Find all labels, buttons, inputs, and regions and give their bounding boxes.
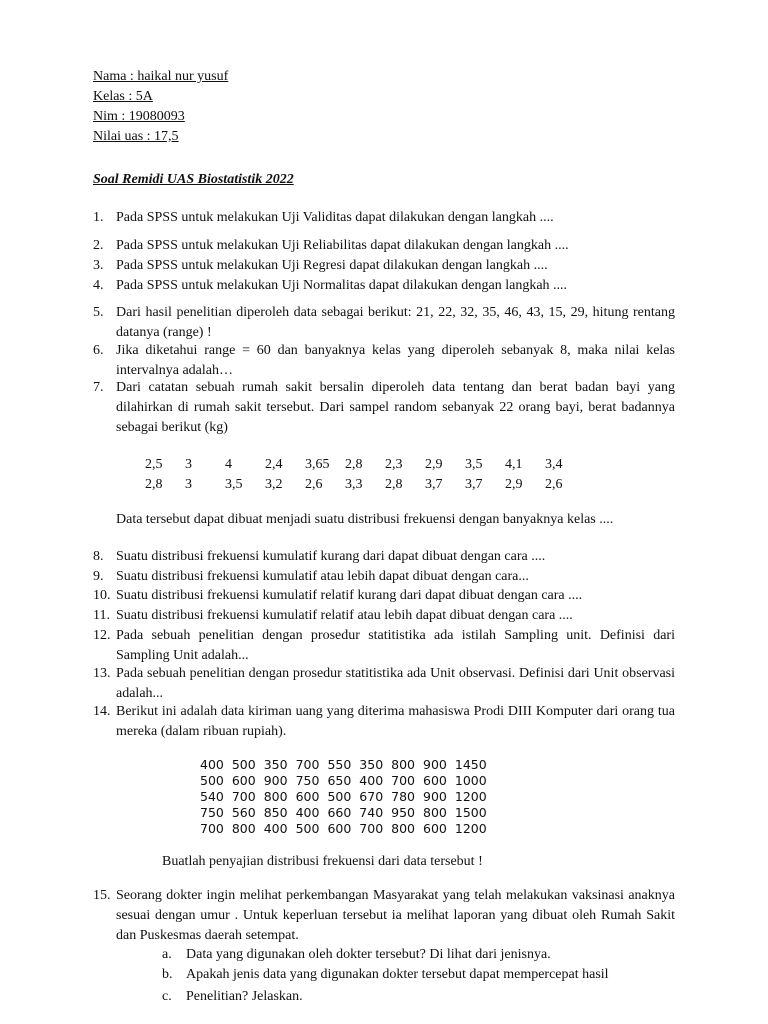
- table-cell: 900: [263, 773, 288, 788]
- table-cell: 550: [327, 757, 352, 772]
- question-text: Berikut ini adalah data kiriman uang yang diterima mahasiswa Prodi DIII Komputer dari orang tua mereka (dalam ribuan rupiah).: [116, 704, 675, 739]
- question-number: 4.: [93, 278, 104, 293]
- student-score: Nilai uas : 17,5: [93, 129, 179, 144]
- question-4: [93, 276, 675, 296]
- table-cell: 750: [295, 773, 320, 788]
- table-cell: 560: [231, 805, 256, 820]
- table-cell: 600: [327, 821, 352, 836]
- student-nim: Nim : 19080093: [93, 109, 185, 124]
- sub-letter: a.: [162, 947, 172, 962]
- question-7: [93, 378, 675, 438]
- table-cell: 2,9: [425, 457, 443, 472]
- table-row: [200, 805, 495, 821]
- question-8: [93, 547, 675, 567]
- table-cell: 400: [200, 757, 224, 772]
- question-text: Dari hasil penelitian diperoleh data sebagai berikut: 21, 22, 32, 35, 46, 43, 15, 29, hitung rentang datanya (range) !: [116, 305, 675, 340]
- table-cell: 900: [423, 757, 447, 772]
- student-name: Nama : haikal nur yusuf: [93, 69, 229, 84]
- question-14-instruction: Buatlah penyajian distribusi frekuensi dari data tersebut !: [162, 854, 483, 869]
- question-1: [93, 208, 675, 228]
- table-cell: 500: [200, 773, 224, 788]
- table-cell: 800: [423, 805, 447, 820]
- table-cell: 3,3: [345, 477, 363, 492]
- student-info: [93, 67, 228, 147]
- question-text: Pada SPSS untuk melakukan Uji Validitas dapat dilakukan dengan langkah ....: [116, 210, 554, 225]
- table-cell: 900: [423, 789, 447, 804]
- table-cell: 3: [185, 457, 192, 472]
- question-14: [93, 702, 675, 742]
- question-15-sub-b: [162, 965, 682, 985]
- table-cell: 2,8: [345, 457, 363, 472]
- question-text: Pada sebuah penelitian dengan prosedur statitistika ada istilah Sampling unit. Definisi dari Sampling Unit adalah...: [116, 628, 675, 663]
- question-number: 14.: [93, 704, 111, 719]
- table-cell: 800: [391, 821, 416, 836]
- table-cell: 800: [231, 821, 256, 836]
- table-cell: 350: [359, 757, 384, 772]
- table-cell: 350: [263, 757, 288, 772]
- question-text: Suatu distribusi frekuensi kumulatif relatif atau lebih dapat dibuat dengan cara ....: [116, 608, 573, 623]
- table-cell: 2,8: [385, 477, 403, 492]
- question-text: Dari catatan sebuah rumah sakit bersalin diperoleh data tentang dan berat badan bayi yang dilahirkan di rumah sakit tersebut. Dari sampel random sebanyak 22 orang bayi, berat badannya sebagai berikut (kg): [116, 380, 675, 435]
- question-number: 15.: [93, 888, 111, 903]
- table-cell: 950: [391, 805, 416, 820]
- table-cell: 750: [200, 805, 224, 820]
- sub-text: Apakah jenis data yang digunakan dokter tersebut dapat mempercepat hasil: [186, 967, 609, 982]
- table-cell: 3,2: [265, 477, 283, 492]
- sub-text: Data yang digunakan oleh dokter tersebut? Di lihat dari jenisnya.: [186, 947, 551, 962]
- question-10: [93, 586, 675, 606]
- baby-weight-table: [145, 455, 585, 495]
- sub-letter: c.: [162, 989, 172, 1004]
- table-cell: 4,1: [505, 457, 523, 472]
- table-cell: 2,4: [265, 457, 283, 472]
- question-15-sub-a: [162, 945, 682, 965]
- question-text: Pada SPSS untuk melakukan Uji Reliabilitas dapat dilakukan dengan langkah ....: [116, 238, 569, 253]
- question-13: [93, 664, 675, 704]
- table-cell: 2,3: [385, 457, 403, 472]
- table-cell: 700: [200, 821, 224, 836]
- table-cell: 850: [263, 805, 288, 820]
- table-cell: 2,5: [145, 457, 163, 472]
- table-cell: 1200: [454, 821, 487, 836]
- table-cell: 3,65: [305, 457, 330, 472]
- table-cell: 3,7: [465, 477, 483, 492]
- table-cell: 1000: [454, 773, 487, 788]
- table-cell: 500: [231, 757, 256, 772]
- table-cell: 3,7: [425, 477, 443, 492]
- sub-text: Penelitian? Jelaskan.: [186, 989, 303, 1004]
- table-cell: 600: [295, 789, 320, 804]
- question-text: Seorang dokter ingin melihat perkembangan Masyarakat yang telah melakukan vaksinasi anaknya sesuai dengan umur . Untuk keperluan tersebut ia melihat laporan yang dibuat oleh Rumah Sakit dan Puskesmas daerah setempat.: [116, 888, 675, 943]
- question-text: Pada SPSS untuk melakukan Uji Regresi dapat dilakukan dengan langkah ....: [116, 258, 548, 273]
- table-row: [145, 455, 585, 475]
- table-row: [200, 821, 495, 837]
- table-cell: 1450: [454, 757, 487, 772]
- question-15-sub-c: [162, 987, 682, 1007]
- table-row: [145, 475, 585, 495]
- table-cell: 780: [391, 789, 416, 804]
- question-text: Jika diketahui range = 60 dan banyaknya kelas yang diperoleh sebanyak 8, maka nilai kelas intervalnya adalah…: [116, 343, 675, 378]
- question-number: 3.: [93, 258, 104, 273]
- question-5: [93, 303, 675, 343]
- table-cell: 700: [391, 773, 416, 788]
- question-15: [93, 886, 675, 946]
- table-cell: 2,6: [545, 477, 563, 492]
- table-row: [200, 773, 495, 789]
- question-number: 1.: [93, 210, 104, 225]
- table-cell: 540: [200, 789, 224, 804]
- question-number: 2.: [93, 238, 104, 253]
- question-11: [93, 606, 675, 626]
- question-6: [93, 341, 675, 381]
- table-cell: 400: [359, 773, 384, 788]
- question-7-followup: Data tersebut dapat dibuat menjadi suatu distribusi frekuensi dengan banyaknya kelas ....: [116, 512, 614, 527]
- table-cell: 700: [359, 821, 384, 836]
- table-cell: 700: [295, 757, 320, 772]
- table-cell: 3,4: [545, 457, 563, 472]
- table-cell: 800: [391, 757, 416, 772]
- question-number: 7.: [93, 380, 104, 395]
- table-cell: 2,8: [145, 477, 163, 492]
- table-cell: 500: [295, 821, 320, 836]
- question-number: 6.: [93, 343, 104, 358]
- table-cell: 2,6: [305, 477, 323, 492]
- table-cell: 800: [263, 789, 288, 804]
- question-text: Suatu distribusi frekuensi kumulatif atau lebih dapat dibuat dengan cara...: [116, 569, 529, 584]
- question-12: [93, 626, 675, 666]
- table-cell: 600: [423, 773, 447, 788]
- table-cell: 3,5: [465, 457, 483, 472]
- document-title: Soal Remidi UAS Biostatistik 2022: [93, 172, 294, 187]
- table-cell: 650: [327, 773, 352, 788]
- sub-letter: b.: [162, 967, 173, 982]
- table-cell: 700: [231, 789, 256, 804]
- table-cell: 600: [423, 821, 447, 836]
- table-cell: 3,5: [225, 477, 243, 492]
- question-text: Suatu distribusi frekuensi kumulatif relatif kurang dari dapat dibuat dengan cara ....: [116, 588, 583, 603]
- question-text: Pada sebuah penelitian dengan prosedur statitistika ada Unit observasi. Definisi dari Unit observasi adalah...: [116, 666, 675, 701]
- question-number: 13.: [93, 666, 111, 681]
- table-cell: 670: [359, 789, 384, 804]
- question-9: [93, 567, 675, 587]
- table-row: [200, 757, 495, 773]
- question-number: 12.: [93, 628, 111, 643]
- question-number: 5.: [93, 305, 104, 320]
- question-text: Suatu distribusi frekuensi kumulatif kurang dari dapat dibuat dengan cara ....: [116, 549, 546, 564]
- table-cell: 400: [263, 821, 288, 836]
- question-3: [93, 256, 675, 276]
- table-cell: 4: [225, 457, 232, 472]
- table-cell: 400: [295, 805, 320, 820]
- question-2: [93, 236, 675, 256]
- table-row: [200, 789, 495, 805]
- question-text: Pada SPSS untuk melakukan Uji Normalitas dapat dilakukan dengan langkah ....: [116, 278, 568, 293]
- table-cell: 660: [327, 805, 352, 820]
- table-cell: 1200: [454, 789, 487, 804]
- student-class: Kelas : 5A: [93, 89, 153, 104]
- money-data-table: [200, 757, 495, 837]
- table-cell: 1500: [454, 805, 487, 820]
- question-number: 11.: [93, 608, 110, 623]
- question-number: 10.: [93, 588, 111, 603]
- table-cell: 500: [327, 789, 352, 804]
- question-number: 9.: [93, 569, 104, 584]
- question-number: 8.: [93, 549, 104, 564]
- table-cell: 600: [231, 773, 256, 788]
- table-cell: 2,9: [505, 477, 523, 492]
- table-cell: 3: [185, 477, 192, 492]
- table-cell: 740: [359, 805, 384, 820]
